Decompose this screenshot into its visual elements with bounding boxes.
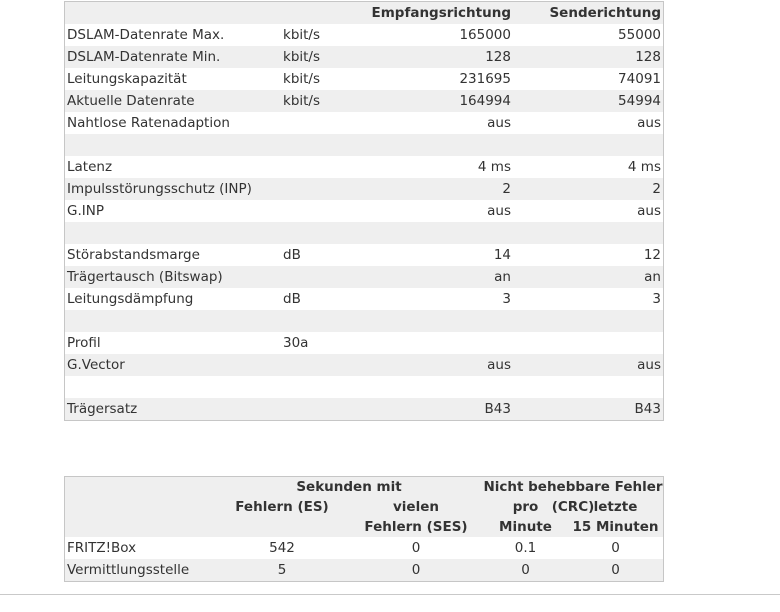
row-unit [281, 376, 363, 398]
row-label: G.Vector [67, 357, 125, 373]
error-table-header-row1 [65, 497, 663, 517]
dsl-table-row [65, 90, 663, 112]
row-label [65, 376, 281, 398]
row-unit [281, 200, 363, 222]
group-seconds-label: Sekunden mit [296, 479, 402, 495]
row-upstream-value [513, 332, 663, 354]
dsl-table-row [65, 354, 663, 376]
row-downstream-value: 164994 [459, 93, 511, 109]
row-upstream-value: 12 [643, 247, 661, 263]
row-upstream-value: an [644, 269, 661, 285]
row-downstream-value: 14 [493, 247, 511, 263]
error-per-minute-value: 0 [521, 562, 530, 578]
row-upstream-value: 74091 [618, 71, 661, 87]
row-downstream-value: aus [487, 115, 511, 131]
row-downstream-value: 3 [502, 291, 511, 307]
dsl-table-row [65, 332, 663, 354]
row-unit [281, 222, 363, 244]
row-upstream-value: aus [637, 203, 661, 219]
row-label: Leitungskapazität [67, 71, 187, 87]
row-downstream-value [363, 376, 513, 398]
error-row-fritzbox [65, 537, 663, 559]
row-downstream-value [363, 134, 513, 156]
header-label [65, 2, 281, 24]
dsl-table-row [65, 222, 663, 244]
row-downstream-value: 128 [485, 49, 511, 65]
col-last15-label-2: 15 Minuten [572, 519, 659, 535]
row-label: Nahtlose Ratenadaption [67, 115, 230, 131]
error-last15-value: 0 [611, 562, 620, 578]
row-upstream-value: aus [637, 357, 661, 373]
row-unit: kbit/s [283, 27, 321, 43]
row-upstream-value: B43 [634, 401, 661, 417]
error-ses-value: 0 [411, 562, 421, 578]
row-label: Profil [67, 335, 101, 351]
row-label: Latenz [67, 159, 113, 175]
col-per-minute-label-1: pro [512, 499, 539, 515]
row-unit [281, 112, 363, 134]
error-row-exchange [65, 559, 663, 581]
row-upstream-value: 128 [635, 49, 661, 65]
row-upstream-value: 55000 [618, 27, 661, 43]
row-downstream-value [363, 222, 513, 244]
dsl-table-row [65, 46, 663, 68]
dsl-table-row [65, 376, 663, 398]
error-row-label: FRITZ!Box [67, 540, 137, 556]
header-unit [281, 2, 363, 24]
row-unit: kbit/s [283, 93, 321, 109]
row-downstream-value: 2 [502, 181, 511, 197]
dsl-table-row [65, 24, 663, 46]
row-unit [281, 354, 363, 376]
row-unit [281, 310, 363, 332]
row-upstream-value [513, 376, 663, 398]
row-unit: 30a [283, 335, 309, 351]
row-label: DSLAM-Datenrate Min. [67, 49, 221, 65]
dsl-table-row [65, 310, 663, 332]
row-label: Leitungsdämpfung [67, 291, 194, 307]
row-label [65, 310, 281, 332]
col-ses-label-2: Fehlern (SES) [364, 519, 468, 535]
dsl-table-row [65, 68, 663, 90]
dsl-table-row [65, 398, 663, 420]
row-downstream-value: 165000 [459, 27, 511, 43]
row-downstream-value: an [494, 269, 511, 285]
error-table-header-row2 [65, 517, 663, 537]
dsl-table-row [65, 266, 663, 288]
row-downstream-value: 4 ms [477, 159, 511, 175]
row-label: Impulsstörungsschutz (INP) [67, 181, 252, 197]
row-upstream-value: 4 ms [627, 159, 661, 175]
row-upstream-value [513, 222, 663, 244]
row-unit [281, 398, 363, 420]
col-ses-label-1: vielen [393, 499, 439, 515]
row-label [65, 134, 281, 156]
row-downstream-value: aus [487, 357, 511, 373]
row-downstream-value: B43 [484, 401, 511, 417]
row-downstream-value [363, 332, 513, 354]
dsl-table-row [65, 178, 663, 200]
row-label: DSLAM-Datenrate Max. [67, 27, 225, 43]
row-upstream-value: 2 [652, 181, 661, 197]
error-per-minute-value: 0.1 [514, 540, 537, 556]
row-label: Störabstandsmarge [67, 247, 200, 263]
row-unit: dB [283, 247, 301, 263]
dsl-table-row [65, 244, 663, 266]
row-downstream-value [363, 310, 513, 332]
header-upstream: Senderichtung [549, 5, 661, 21]
row-label: Trägersatz [67, 401, 138, 417]
dsl-info-table [64, 1, 664, 421]
dsl-table-row [65, 288, 663, 310]
row-unit [281, 134, 363, 156]
row-unit: kbit/s [283, 49, 321, 65]
row-label: G.INP [67, 203, 104, 219]
row-upstream-value [513, 310, 663, 332]
row-label [65, 222, 281, 244]
dsl-table-body [65, 24, 663, 420]
dsl-table-row [65, 134, 663, 156]
row-downstream-value: 231695 [459, 71, 511, 87]
bottom-divider [0, 594, 780, 595]
error-stats-table [64, 476, 664, 582]
dsl-table-header [65, 2, 663, 24]
row-unit: kbit/s [283, 71, 321, 87]
row-downstream-value: aus [487, 203, 511, 219]
row-unit [281, 156, 363, 178]
error-es-value: 542 [269, 540, 295, 556]
error-last15-value: 0 [611, 540, 620, 556]
row-upstream-value: 54994 [618, 93, 661, 109]
dsl-table-row [65, 112, 663, 134]
error-ses-value: 0 [411, 540, 421, 556]
dsl-table-row [65, 156, 663, 178]
group-crc-label: Nicht behebbare Fehler (CRC) [483, 479, 663, 515]
row-label: Aktuelle Datenrate [67, 93, 195, 109]
row-upstream-value: aus [637, 115, 661, 131]
row-unit [281, 178, 363, 200]
error-es-value: 5 [277, 562, 287, 578]
dsl-table-row [65, 200, 663, 222]
row-upstream-value: 3 [652, 291, 661, 307]
col-per-minute-label-2: Minute [499, 519, 552, 535]
col-es-label: Fehlern (ES) [235, 499, 329, 515]
row-unit [281, 266, 363, 288]
row-unit: dB [283, 291, 301, 307]
col-last15-label-1: letzte [593, 499, 638, 515]
row-upstream-value [513, 134, 663, 156]
header-downstream: Empfangsrichtung [371, 5, 511, 21]
row-label: Trägertausch (Bitswap) [67, 269, 223, 285]
error-row-label: Vermittlungsstelle [67, 562, 190, 578]
